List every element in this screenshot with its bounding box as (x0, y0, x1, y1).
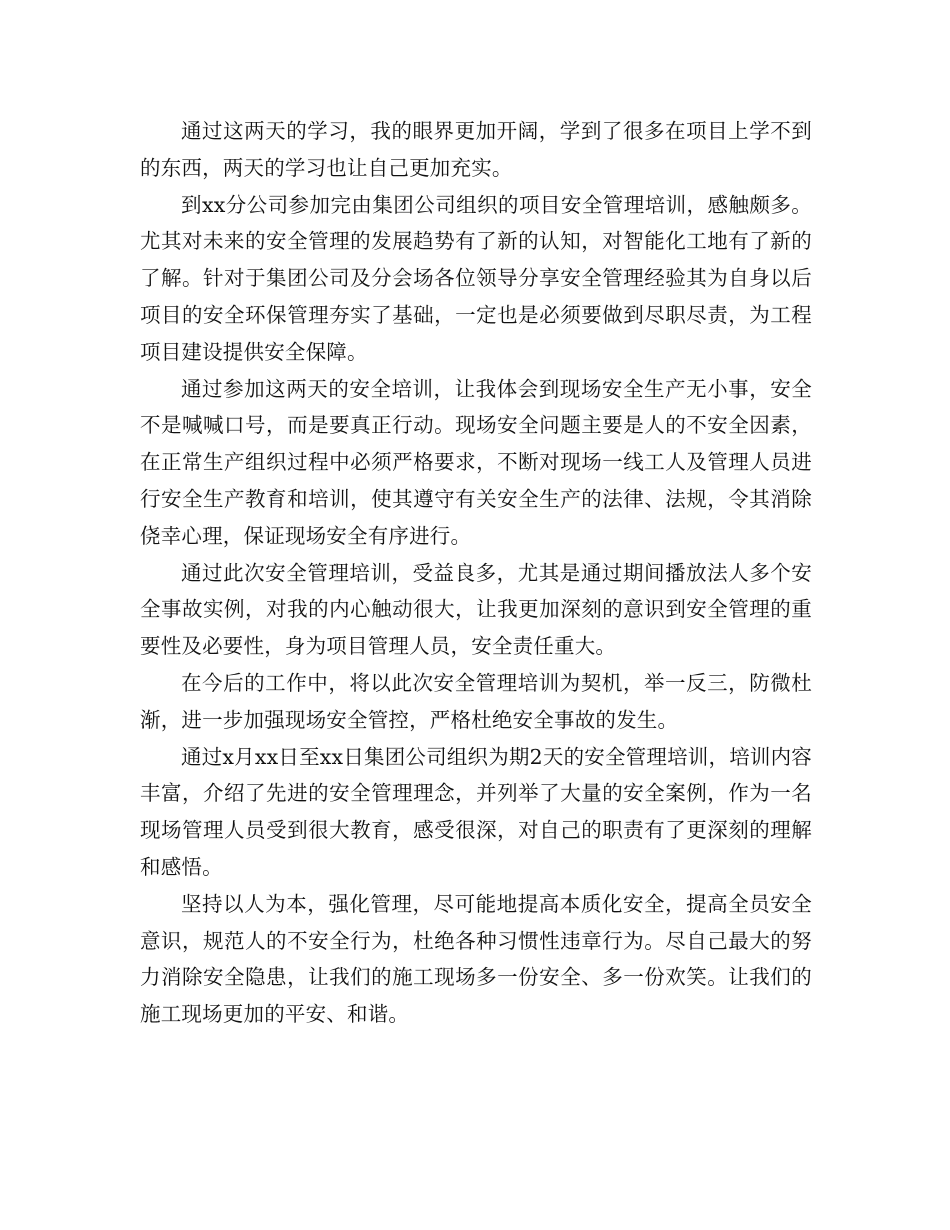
paragraph-7: 坚持以人为本，强化管理，尽可能地提高本质化安全，提高全员安全意识，规范人的不安全行为，杜绝各种习惯性违章行为。尽自己最大的努力消除安全隐患，让我们的施工现场多一份安全、多一份欢笑。让我们的施工现场更加的平安、和谐。 (140, 891, 812, 1027)
paragraph-6: 通过x月xx日至xx日集团公司组织为期2天的安全管理培训，培训内容丰富，介绍了先进的安全管理理念，并列举了大量的安全案例，作为一名现场管理人员受到很大教育，感受很深，对自己的职责有了更深刻的理解和感悟。 (140, 744, 812, 879)
paragraph-4: 通过此次安全管理培训，受益良多，尤其是通过期间播放法人多个安全事故实例，对我的内心触动很大，让我更加深刻的意识到安全管理的重要性及必要性，身为项目管理人员，安全责任重大。 (140, 560, 812, 659)
paragraph-5: 在今后的工作中，将以此次安全管理培训为契机，举一反三，防微杜渐，进一步加强现场安全管控，严格杜绝安全事故的发生。 (140, 670, 812, 732)
paragraph-1: 通过这两天的学习，我的眼界更加开阔，学到了很多在项目上学不到的东西，两天的学习也让自己更加充实。 (140, 119, 812, 180)
paragraph-3: 通过参加这两天的安全培训，让我体会到现场安全生产无小事，安全不是喊喊口号，而是要真正行动。现场安全问题主要是人的不安全因素，在正常生产组织过程中必须严格要求，不断对现场一线工人及管理人员进行安全生产教育和培训，使其遵守有关安全生产的法律、法规，令其消除侥幸心理，保证现场安全有序进行。 (140, 376, 812, 548)
document-page (140, 113, 812, 1033)
paragraph-2: 到xx分公司参加完由集团公司组织的项目安全管理培训，感触颇多。尤其对未来的安全管理的发展趋势有了新的认知，对智能化工地有了新的了解。针对于集团公司及分会场各位领导分享安全管理经验其为自身以后项目的安全环保管理夯实了基础，一定也是必须要做到尽职尽责，为工程项目建设提供安全保障。 (140, 192, 812, 364)
